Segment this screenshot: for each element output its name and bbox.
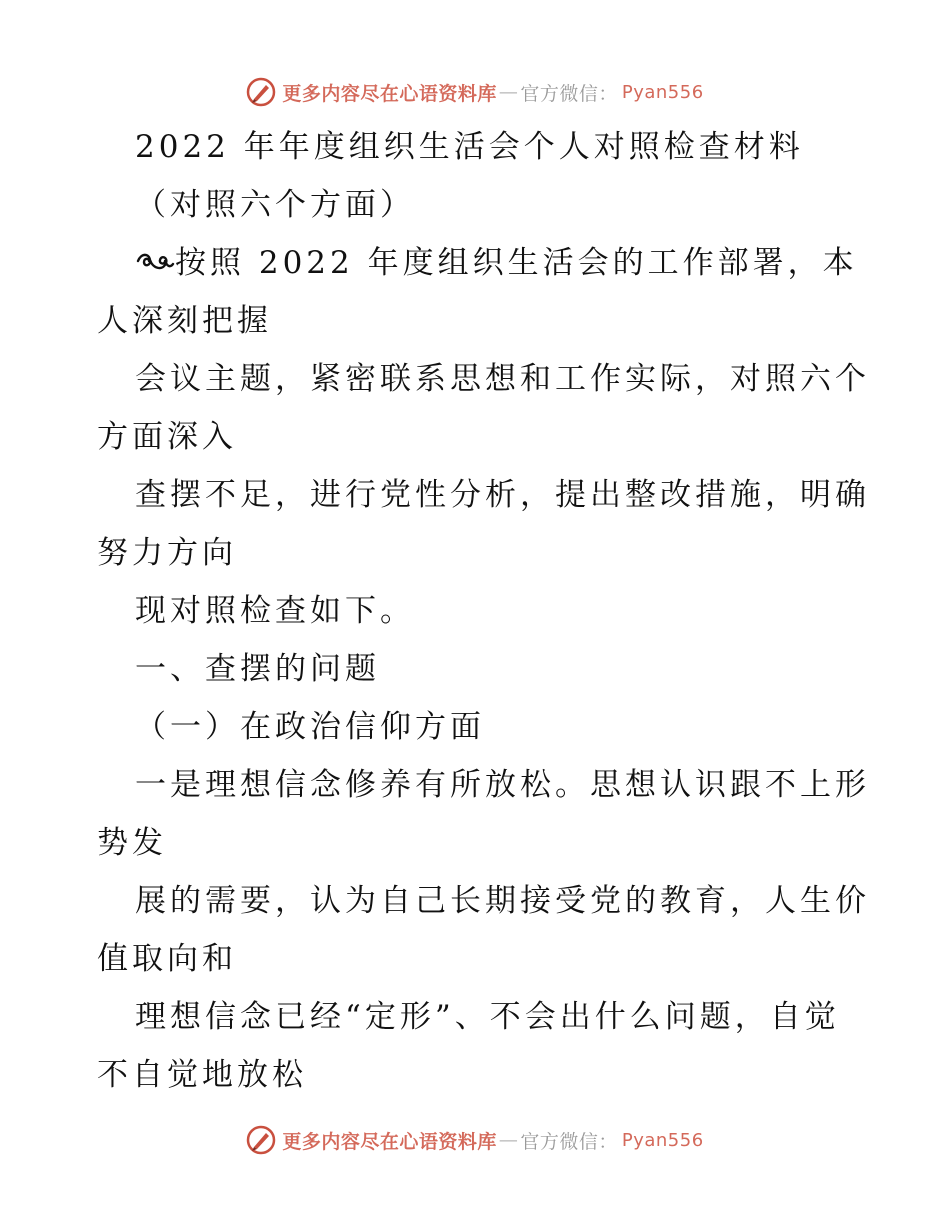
banner-wechat-id: Pyan556 bbox=[621, 1129, 704, 1151]
document-line-text: 理想信念已经“定形”、不会出什么问题，自觉 bbox=[135, 999, 840, 1035]
pen-logo-icon bbox=[246, 77, 276, 107]
document-line-text: 人深刻把握 bbox=[97, 303, 272, 339]
document-line bbox=[97, 640, 857, 698]
header-banner bbox=[0, 72, 950, 112]
document-line bbox=[97, 292, 857, 350]
document-line-text: 努力方向 bbox=[97, 535, 237, 571]
banner-wechat-id: Pyan556 bbox=[621, 81, 704, 103]
document-line-text: 查摆不足，进行党性分析，提出整改措施，明确 bbox=[135, 477, 870, 513]
document-line-text: 势发 bbox=[97, 825, 167, 861]
document-line bbox=[97, 930, 857, 988]
banner-dash: — bbox=[498, 81, 519, 103]
spiral-icon bbox=[135, 247, 175, 277]
document-line-text: （一）在政治信仰方面 bbox=[135, 709, 485, 745]
document-line bbox=[97, 408, 857, 466]
document-line-text: 值取向和 bbox=[97, 941, 237, 977]
document-line bbox=[97, 350, 870, 408]
document-line-text: 按照 2022 年度组织生活会的工作部署，本 bbox=[175, 245, 858, 281]
banner-dash: — bbox=[498, 1129, 519, 1151]
document-line-text: 现对照检查如下。 bbox=[135, 593, 415, 629]
document-line bbox=[97, 814, 857, 872]
banner-text bbox=[282, 79, 703, 106]
banner-sub-text: 官方微信： bbox=[520, 1130, 618, 1153]
banner-main-text: 更多内容尽在心语资料库 bbox=[282, 1130, 497, 1153]
document-line-text: 2022 年年度组织生活会个人对照检查材料 bbox=[135, 129, 804, 165]
document-line bbox=[97, 698, 857, 756]
document-line bbox=[97, 1046, 857, 1104]
footer-banner bbox=[0, 1120, 950, 1160]
document-line bbox=[97, 234, 857, 292]
document-line-text: 不自觉地放松 bbox=[97, 1057, 307, 1093]
document-line bbox=[97, 988, 857, 1046]
document-line-text: 展的需要，认为自己长期接受党的教育，人生价 bbox=[135, 883, 870, 919]
banner-text bbox=[282, 1127, 703, 1154]
document-line bbox=[97, 176, 857, 234]
document-line bbox=[97, 872, 870, 930]
banner-main-text: 更多内容尽在心语资料库 bbox=[282, 82, 497, 105]
document-line bbox=[97, 582, 857, 640]
document-line-text: 一、查摆的问题 bbox=[135, 651, 380, 687]
banner-sub-text: 官方微信： bbox=[520, 82, 618, 105]
document-line-text: （对照六个方面） bbox=[135, 187, 415, 223]
document-line bbox=[97, 524, 857, 582]
pen-logo-icon bbox=[246, 1125, 276, 1155]
document-line bbox=[97, 756, 870, 814]
document-line-text: 会议主题，紧密联系思想和工作实际，对照六个 bbox=[135, 361, 870, 397]
document-line bbox=[97, 466, 870, 524]
document-line bbox=[97, 118, 857, 176]
document-line-text: 方面深入 bbox=[97, 419, 237, 455]
document-body bbox=[97, 118, 870, 1104]
document-line-text: 一是理想信念修养有所放松。思想认识跟不上形 bbox=[135, 767, 870, 803]
